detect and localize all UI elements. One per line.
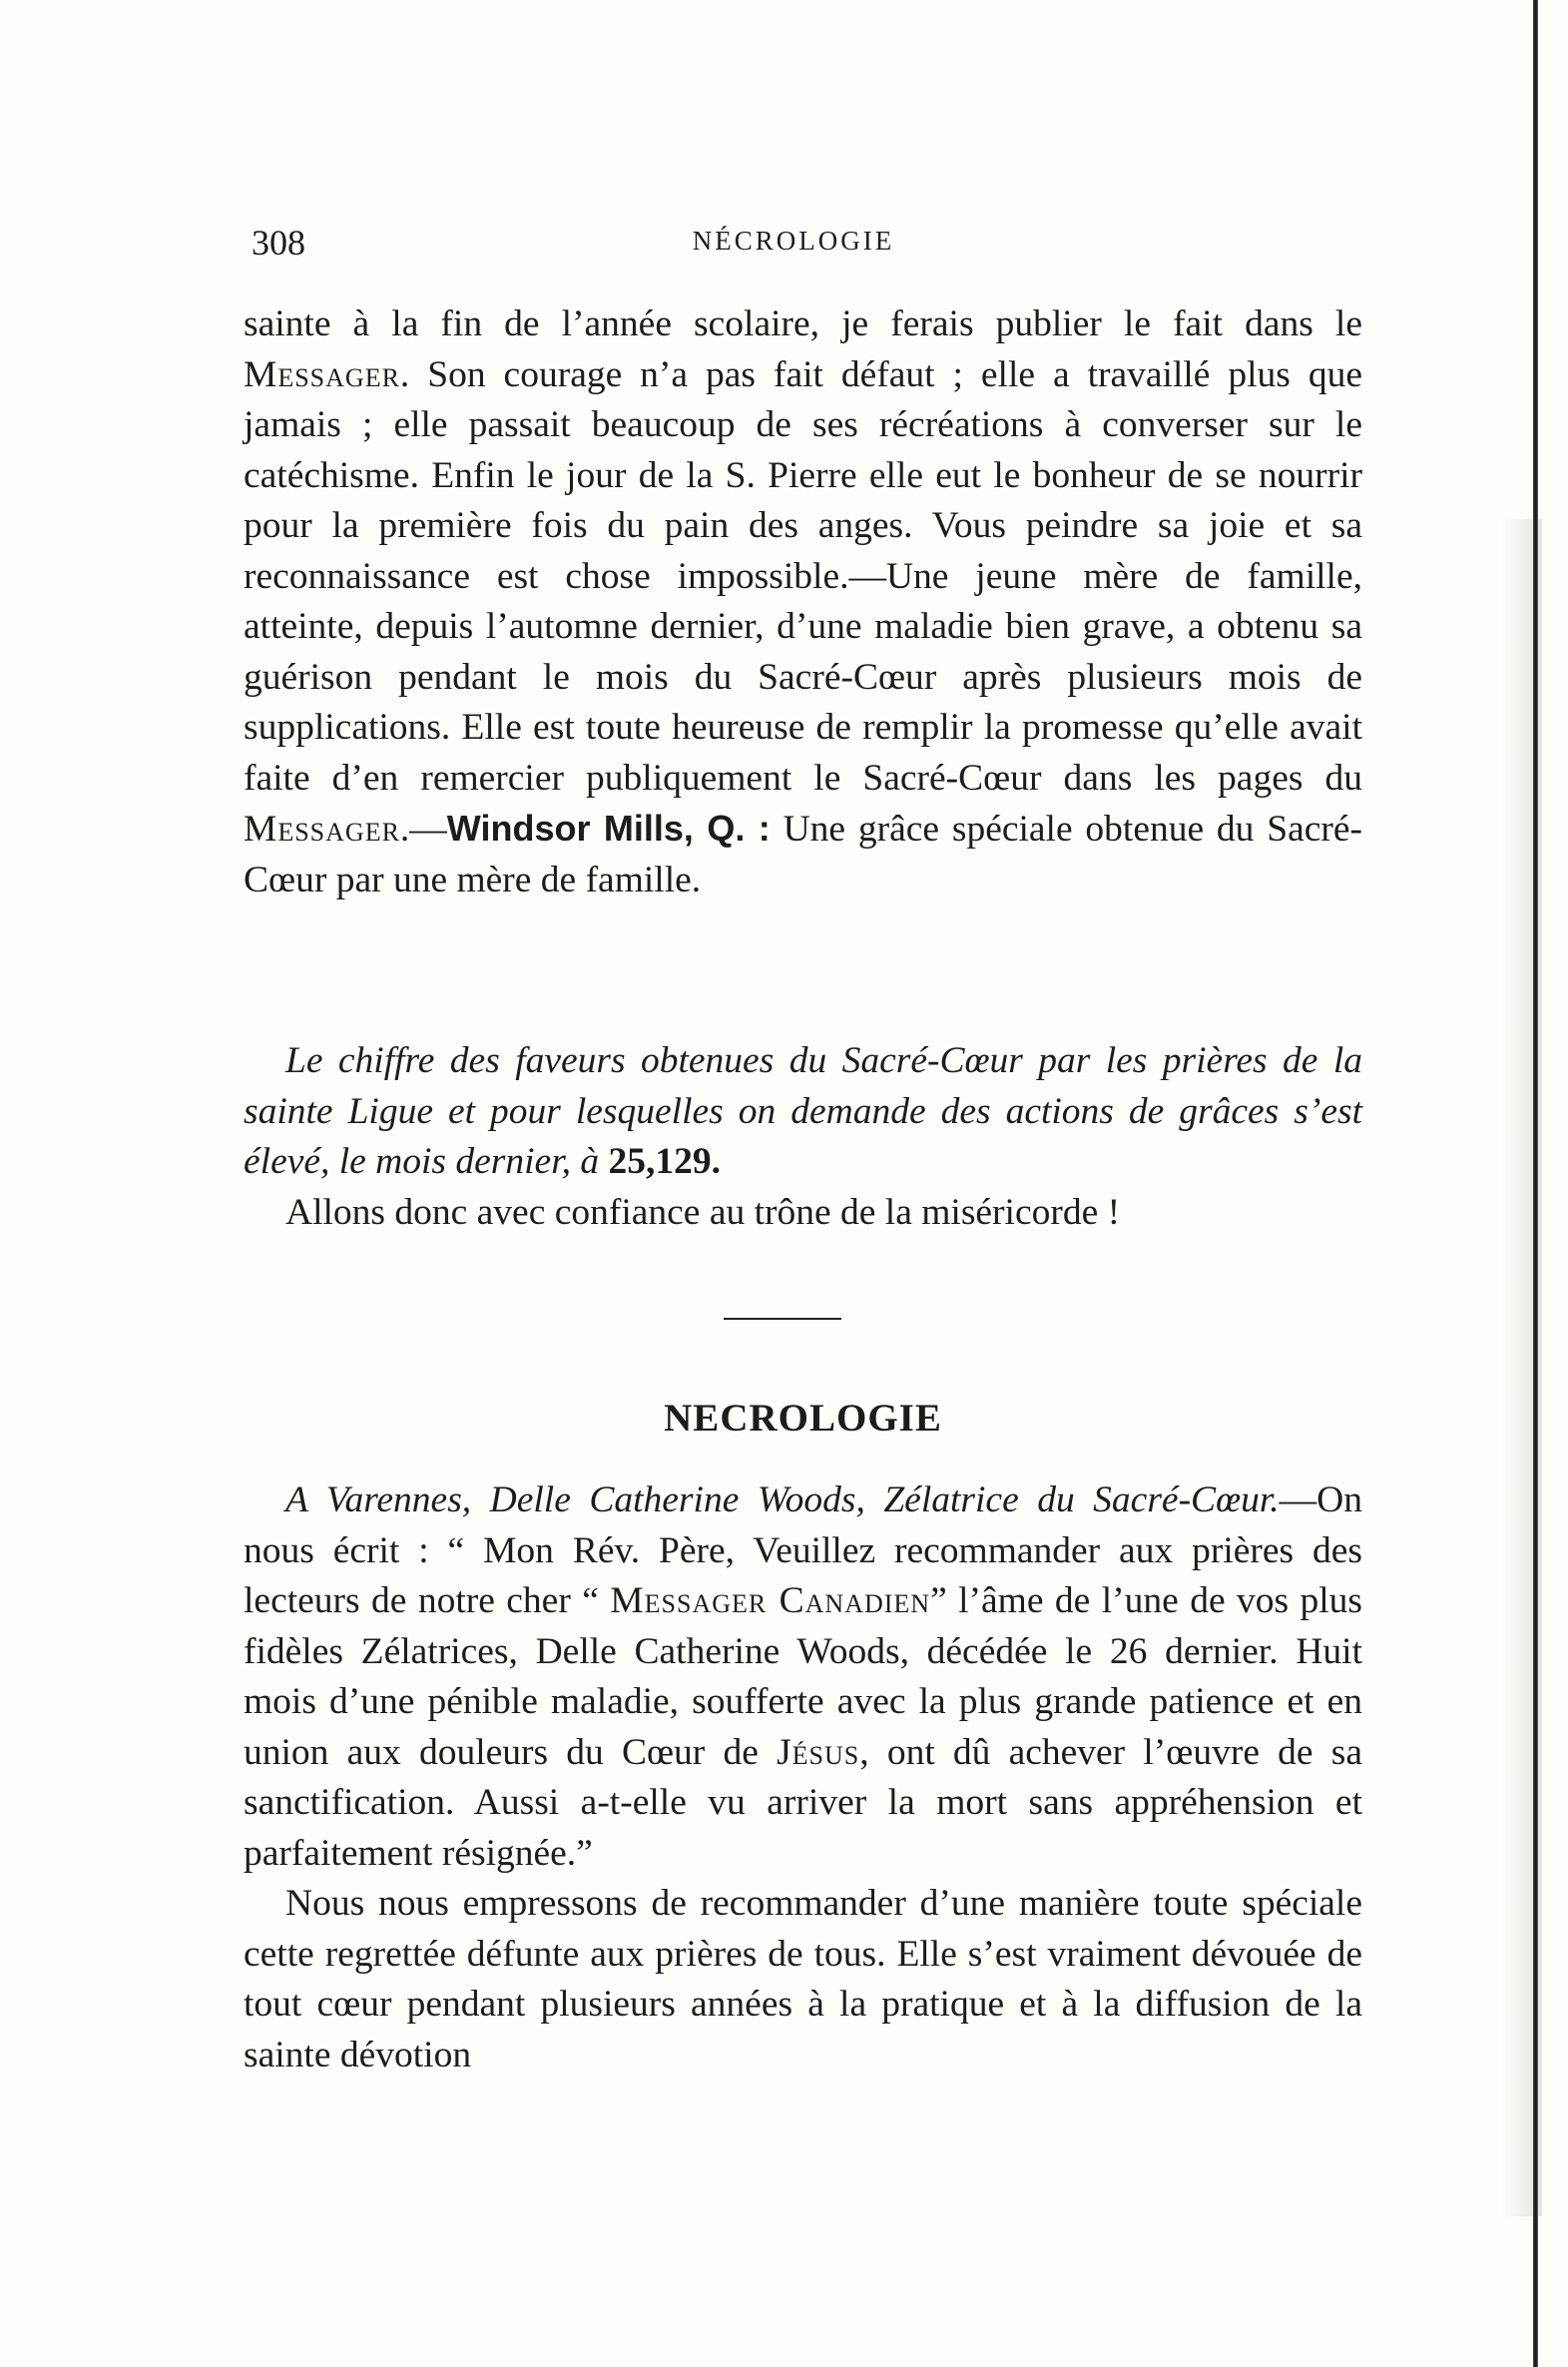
- text-run: ” l’âme de l’une de vos plus fidèles Zélatrices, Delle Catherine Woods, décédée le 26 dernier. Huit mois d’une pénible maladie, soufferte avec la plus grande patience et en union aux douleurs du Cœur de: [244, 1580, 1363, 1773]
- paragraph: Nous nous empressons de recommander d’une manière toute spéciale cette regrettée défunte aux prières de tous. Elle s’est vraiment dévouée de tout cœur pendant plusieurs années à la pratique et à la diffusion de la sainte dévotion: [244, 1883, 1362, 2075]
- favors-text: Le chiffre des faveurs obtenues du Sacré-Cœur par les prières de la sainte Ligue et pour lesquelles on demande des actions de grâces s’est élevé, le mois dernier, à: [244, 1040, 1362, 1182]
- text-run: , ont dû achever l’œuvre de sa sanctification. Aussi a-t-elle vu arriver la mort sans appréhension et parfaitement résignée.”: [244, 1731, 1362, 1874]
- continued-text-block: [244, 299, 1362, 905]
- text-run: . Son courage n’a pas fait défaut ; elle a travaillé plus que jamais ; elle passait beaucoup de ses récréations à converser sur le catéchisme. Enfin le jour de la S. Pierre elle eut le bonheur de se nourrir pour la première fois du pain des anges. Vous peindre sa joie et sa reconnaissance est chose impossible.—Une jeune mère de famille, atteinte, depuis l’automne dernier, d’une maladie bien grave, a obtenu sa guérison pendant le mois du Sacré-Cœur après plusieurs mois de supplications. Elle est toute heureuse de remplir la promesse qu’elle avait faite d’en remercier publiquement le Sacré-Cœur dans les pages du: [244, 353, 1362, 799]
- favors-summary-block: [244, 1036, 1362, 1238]
- text-run: .—: [399, 809, 447, 850]
- running-head: NÉCROLOGIE: [692, 226, 895, 256]
- favors-count: 25,129.: [608, 1141, 722, 1182]
- place-name: Windsor Mills, Q. :: [446, 808, 771, 849]
- messager-title: Messager Canadien: [610, 1580, 931, 1621]
- paragraph: [244, 299, 1362, 905]
- favors-paragraph: [244, 1036, 1362, 1188]
- messager-title: Messager: [244, 353, 400, 395]
- messager-title: Messager: [244, 809, 400, 850]
- page-number: 308: [252, 223, 305, 263]
- obituary-paragraph: [244, 1476, 1362, 1879]
- binding-edge: [1533, 0, 1538, 2367]
- necrology-block: [244, 1476, 1362, 2080]
- page-header: [240, 222, 1347, 272]
- obituary-lead: A Varennes, Delle Catherine Woods, Zélatrice du Sacré-Cœur.: [285, 1479, 1280, 1520]
- jesus-name: Jésus: [777, 1731, 860, 1773]
- section-heading: NECROLOGIE: [664, 1397, 942, 1440]
- section-divider: [724, 1318, 841, 1320]
- text-run: sainte à la fin de l’année scolaire, je ferais publier le fait dans le: [244, 303, 1362, 344]
- closing-line: Allons donc avec confiance au trône de la miséricorde !: [285, 1191, 1121, 1233]
- text-run: Une grâce spéciale obtenue du Sacré-Cœur par une mère de famille.: [244, 809, 1362, 900]
- text-run: —On nous écrit : “ Mon Rév. Père, Veuillez recommander aux prières des lecteurs de notre cher “: [244, 1479, 1362, 1621]
